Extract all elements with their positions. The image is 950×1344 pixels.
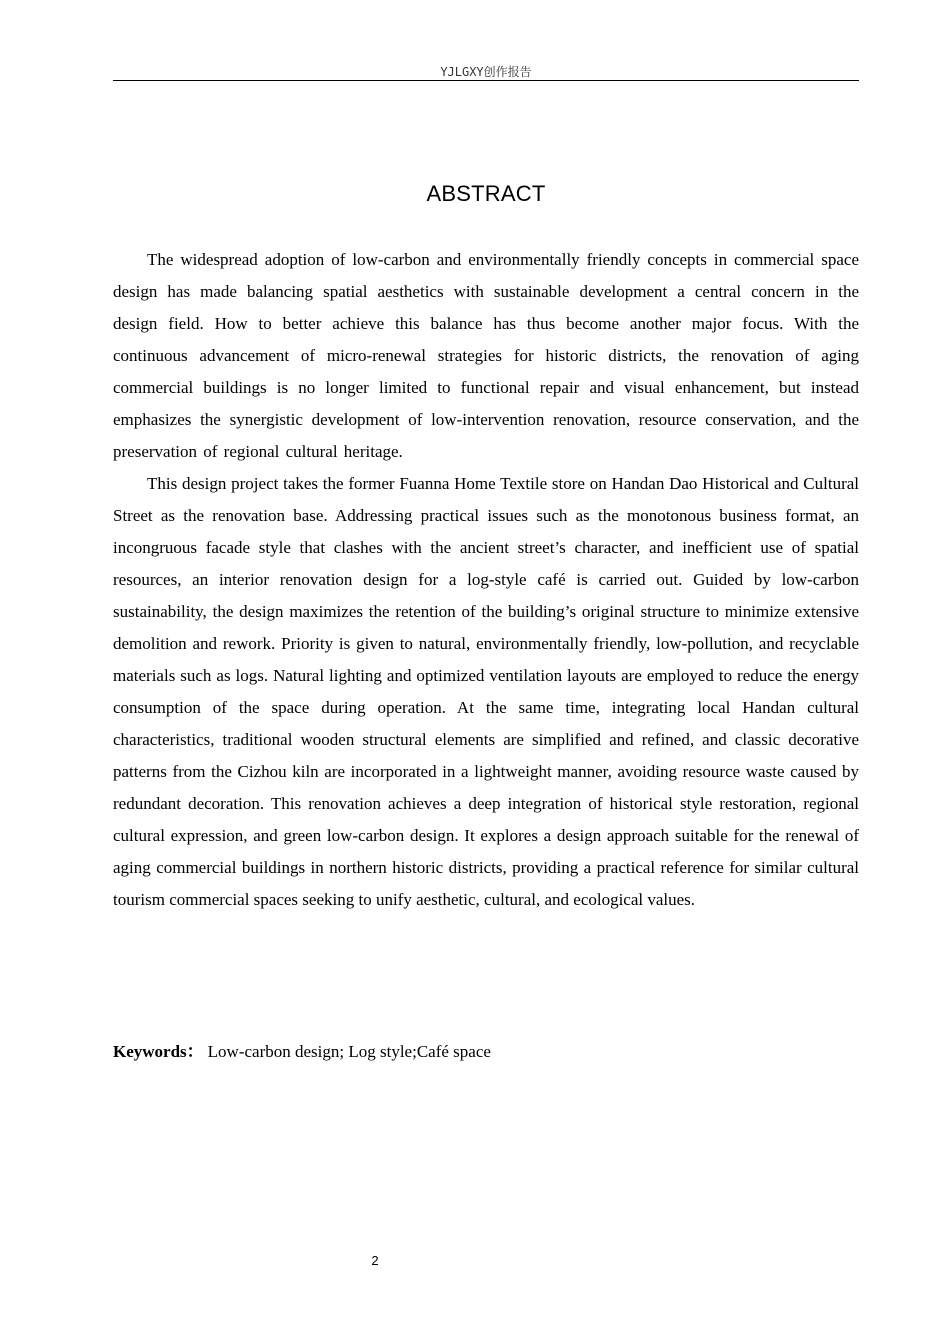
abstract-paragraph-1: The widespread adoption of low-carbon and environmentally friendly concepts in commercial space design has made balancing spatial aesthetics with sustainable development a central concern in the design field. How to better achieve this balance has thus become another major focus. With the continuous advancement of micro-renewal strategies for historic districts, the renovation of aging commercial buildings is no longer limited to functional repair and visual enhancement, but instead emphasizes the synergistic development of low-intervention renovation, resource conservation, and the preservation of regional cultural heritage.: [113, 250, 859, 461]
running-header: YJLGXY创作报告: [113, 64, 859, 81]
keywords-label: Keywords：: [113, 1042, 204, 1061]
keywords-line: [113, 1036, 859, 1068]
keywords-value: Low-carbon design; Log style;Café space: [207, 1042, 491, 1061]
abstract-paragraph-2: This design project takes the former Fuanna Home Textile store on Handan Dao Historical and Cultural Street as the renovation base. Addressing practical issues such as the monotonous business format, an incongruous facade style that clashes with the ancient street’s character, and inefficient use of spatial resources, an interior renovation design for a log-style café is carried out. Guided by low-carbon sustainability, the design maximizes the retention of the building’s original structure to minimize extensive demolition and rework. Priority is given to natural, environmentally friendly, low-pollution, and recyclable materials such as logs. Natural lighting and optimized ventilation layouts are employed to reduce the energy consumption of the space during operation. At the same time, integrating local Handan cultural characteristics, traditional wooden structural elements are simplified and refined, and classic decorative patterns from the Cizhou kiln are incorporated in a lightweight manner, avoiding resource waste caused by redundant decoration. This renovation achieves a deep integration of historical style restoration, regional cultural expression, and green low-carbon design. It explores a design approach suitable for the renewal of aging commercial buildings in northern historic districts, providing a practical reference for similar cultural tourism commercial spaces seeking to unify aesthetic, cultural, and ecological values.: [113, 474, 859, 909]
abstract-body: [113, 244, 859, 916]
abstract-title: ABSTRACT: [426, 181, 546, 206]
page-number: 2: [371, 1253, 379, 1268]
